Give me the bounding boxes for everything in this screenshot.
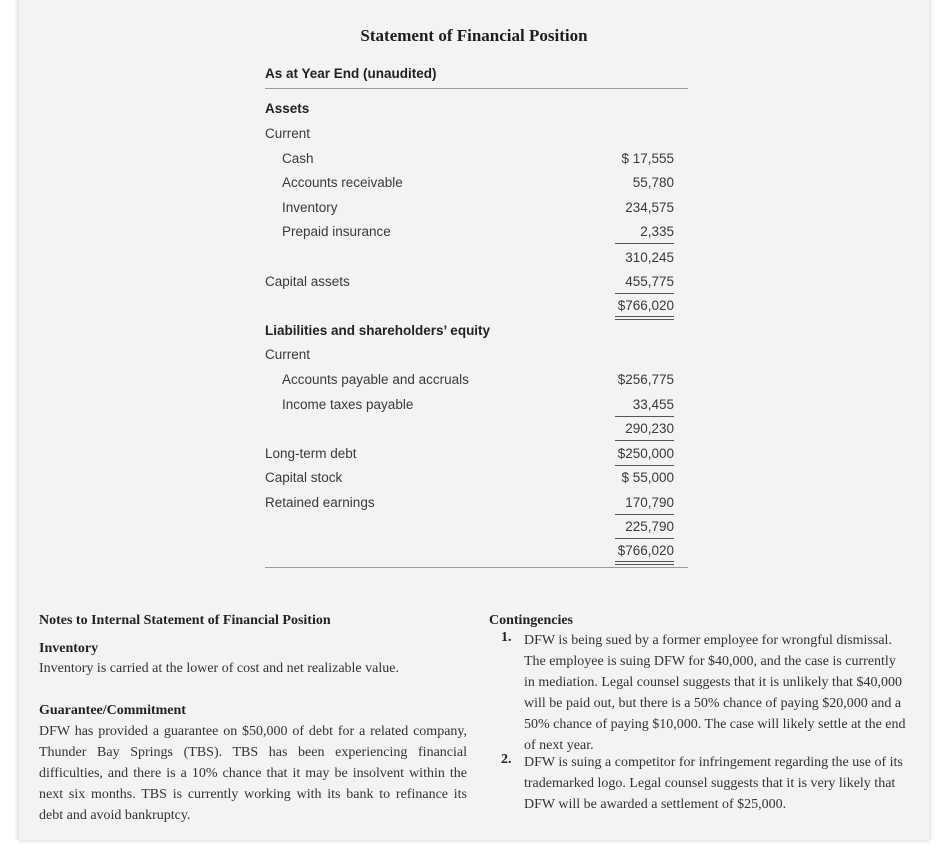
inventory-note-text: Inventory is carried at the lower of cost and net realizable value. <box>39 661 399 676</box>
liabilities-current-label: Current <box>265 347 311 362</box>
subtotal-rule <box>615 538 674 539</box>
liability-row-amount: $256,775 <box>617 372 674 387</box>
subtotal-rule <box>615 243 674 244</box>
asset-row-amount: $ 17,555 <box>621 151 674 166</box>
contingency-number: 1. <box>501 630 512 645</box>
contingency-text: DFW is being sued by a former employee for wrongful dismissal. The employee is suing DFW for $40,000, and the case is currently in mediation. Legal counsel suggests that it is unlikely that $40,000 will be paid out, but there is a 50% chance of paying $20,000 and a 50% chance of paying $10,000. The case will likely settle at the end of next year. <box>524 633 906 753</box>
long-term-debt-label: Long-term debt <box>265 446 357 461</box>
subtotal-rule <box>615 440 674 441</box>
subtotal-rule <box>615 293 674 294</box>
asset-row-label: Prepaid insurance <box>282 224 391 239</box>
liability-row-amount: 33,455 <box>632 397 674 412</box>
asset-row-label: Inventory <box>282 200 338 215</box>
capital-assets-label: Capital assets <box>265 274 350 289</box>
asset-row-label: Accounts receivable <box>282 175 403 190</box>
subtotal-rule <box>615 416 674 417</box>
contingency-text: DFW is suing a competitor for infringement regarding the use of its trademarked logo. Legal counsel suggests that it is very likely that DFW will be awarded a settlement of $25,000. <box>524 755 903 812</box>
guarantee-note-text: DFW has provided a guarantee on $50,000 of debt for a related company, Thunder Bay Springs (TBS). TBS has been experiencing financial difficulties, and there is a 10% chance that it may be insolvent within the next six months. TBS is currently working with its bank to refinance its debt and avoid bankruptcy. <box>39 724 467 823</box>
statement-title: Statement of Financial Position <box>360 26 588 45</box>
total-assets: $766,020 <box>617 298 674 313</box>
contingencies-heading: Contingencies <box>489 613 573 628</box>
asset-row-label: Cash <box>282 151 314 166</box>
assets-current-label: Current <box>265 126 311 141</box>
contingency-number: 2. <box>501 752 512 767</box>
total-double-rule <box>615 316 674 320</box>
assets-heading: Assets <box>265 101 310 116</box>
long-term-debt-amount: $250,000 <box>617 446 674 461</box>
subtotal-rule <box>615 514 674 515</box>
statement-bottom-rule <box>265 567 688 568</box>
asset-row-amount: 55,780 <box>632 175 674 190</box>
statement-subtitle: As at Year End (unaudited) <box>265 66 437 81</box>
retained-earnings-amount: 170,790 <box>625 495 674 510</box>
capital-stock-label: Capital stock <box>265 470 343 485</box>
liability-row-label: Accounts payable and accruals <box>282 372 469 387</box>
capital-assets-amount: 455,775 <box>625 274 674 289</box>
retained-earnings-label: Retained earnings <box>265 495 375 510</box>
current-liabilities-total: 290,230 <box>625 421 674 436</box>
subtotal-rule <box>615 465 674 466</box>
header-rule <box>265 88 688 89</box>
inventory-note-heading: Inventory <box>39 641 99 656</box>
asset-row-amount: 2,335 <box>640 224 674 239</box>
notes-heading: Notes to Internal Statement of Financial Position <box>39 613 331 628</box>
liability-row-label: Income taxes payable <box>282 397 414 412</box>
guarantee-note-heading: Guarantee/Commitment <box>39 703 186 718</box>
capital-stock-amount: $ 55,000 <box>621 470 674 485</box>
total-double-rule <box>615 561 674 565</box>
asset-row-amount: 234,575 <box>625 200 674 215</box>
equity-total: 225,790 <box>625 519 674 534</box>
liabilities-heading: Liabilities and shareholders’ equity <box>265 323 491 338</box>
current-assets-total: 310,245 <box>625 250 674 265</box>
total-liabilities-equity: $766,020 <box>617 543 674 558</box>
